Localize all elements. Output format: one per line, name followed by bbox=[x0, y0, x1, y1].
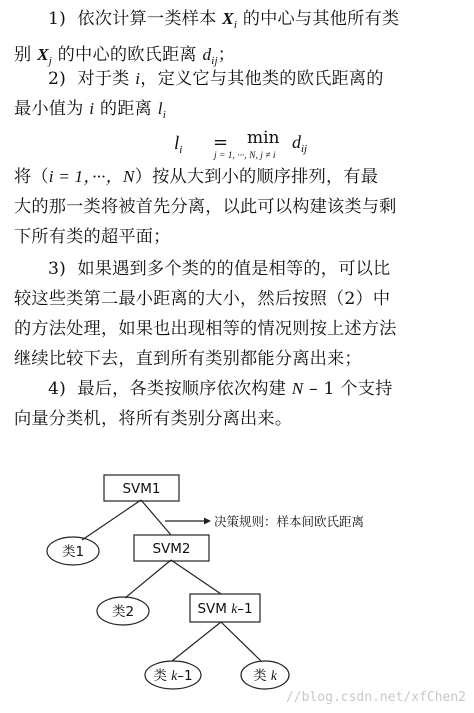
step-2-number: 2) bbox=[48, 69, 67, 89]
svm-decision-tree-diagram bbox=[0, 460, 474, 713]
svm1-label: SVM1 bbox=[122, 481, 161, 497]
min-distance-formula: $l_i$ = min j = 1, ···, N, j ≠ i $d_{ij}$ bbox=[174, 128, 308, 161]
svmk-label: SVM k–1 bbox=[197, 601, 253, 617]
blog-watermark: //blog.csdn.net/xfChen2 bbox=[285, 690, 466, 705]
distance-symbol: d bbox=[202, 45, 212, 64]
step-2-paragraph: 2) 对于类 i，定义它与其他类的欧氏距离的 最小值为 i 的距离 $l_i$ bbox=[14, 69, 384, 121]
class1-label: 类1 bbox=[61, 544, 85, 560]
step-2-continued-paragraph: 将（i = 1，···，N）按从大到小的顺序排列，有最 大的那一类将被首先分离，以此可以构建该类与剩 下所有类的超平面； bbox=[14, 167, 397, 247]
classk-label: 类 k bbox=[253, 668, 277, 684]
class2-label: 类2 bbox=[111, 604, 135, 620]
min-operator-subscript: j = 1, ···, N, j ≠ i bbox=[214, 151, 276, 161]
decision-rule-annotation: 决策规则：样本间欧氏距离 bbox=[214, 514, 365, 529]
step-1-paragraph: 1) 依次计算一类样本 $X_i$ 的中心与其他所有类 别 $X_j$ 的中心的欧氏距离 $d_{ij}$； bbox=[14, 9, 400, 67]
svm2-label: SVM2 bbox=[152, 541, 191, 557]
step-3-number: 3) bbox=[48, 259, 67, 279]
step-4-number: 4) bbox=[48, 379, 67, 399]
step-3-paragraph: 3) 如果遇到多个类的的值是相等的，可以比 较这些类第二最小距离的大小，然后按照（2）中 的方法处理，如果也出现相等的情况则按上述方法 继续比较下去，直到所有类别都能分离出来； bbox=[14, 259, 397, 369]
classk1-label: 类 k–1 bbox=[153, 668, 193, 684]
step-1-number: 1) bbox=[48, 9, 67, 29]
sample-x-symbol: X bbox=[222, 9, 234, 28]
annotation-arrowhead bbox=[204, 518, 211, 525]
edge-svm2-class2 bbox=[125, 560, 171, 598]
edge-svmk-classk bbox=[221, 622, 261, 661]
min-operator: min bbox=[247, 128, 280, 148]
step-4-paragraph: 4) 最后，各类按顺序依次构建 N – 1 个支持 向量分类机，将所有类别分离出来。 bbox=[14, 379, 393, 429]
edge-svm1-class1 bbox=[82, 500, 141, 540]
edge-svm2-svmk bbox=[171, 560, 221, 594]
edge-svmk-classk1 bbox=[172, 622, 221, 661]
edge-svm1-svm2 bbox=[141, 500, 171, 535]
index-range: i = 1，···，N bbox=[48, 167, 135, 186]
